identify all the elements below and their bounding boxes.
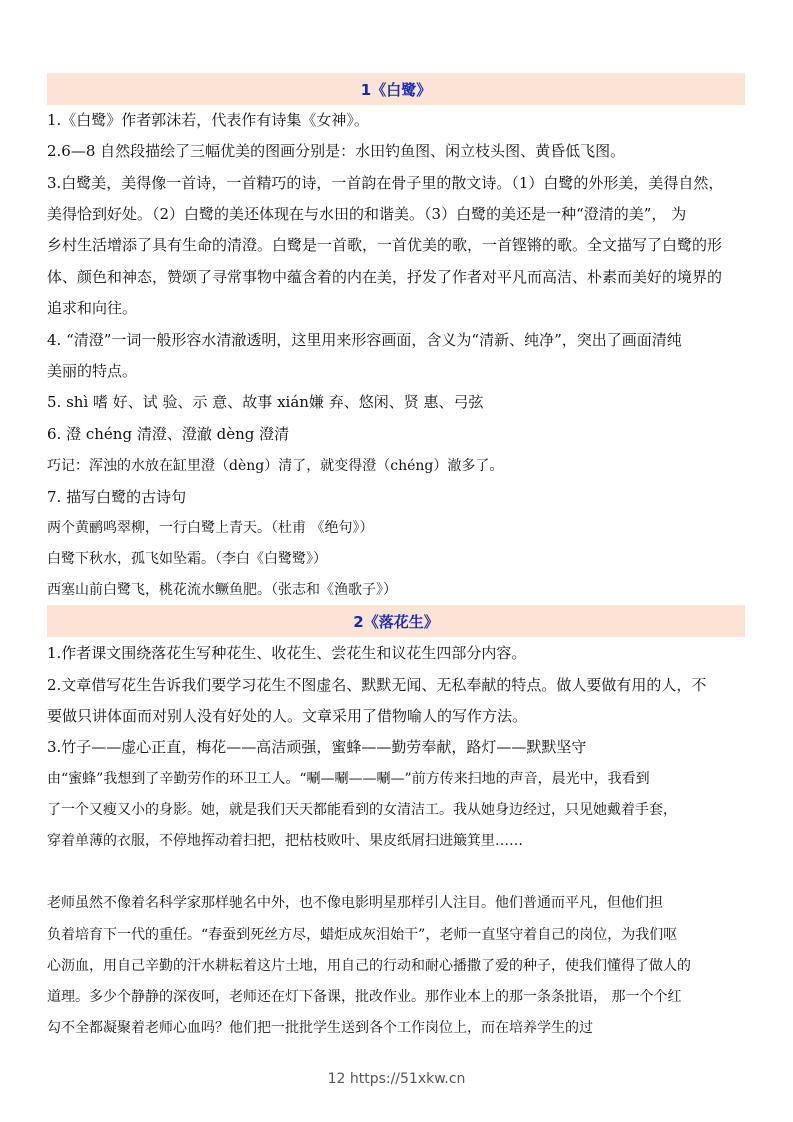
text-line: 1.作者课文围绕落花生写种花生、收花生、尝花生和议花生四部分内容。 — [47, 644, 527, 662]
text-line: 老师虽然不像着名科学家那样驰名中外，也不像电影明星那样引人注目。他们普通而平凡，但他们担 — [47, 895, 663, 911]
section-header-bailu — [47, 73, 745, 105]
section-header-luohuasheng — [47, 605, 745, 637]
text-line: 道理。多少个静静的深夜呵，老师还在灯下备课，批改作业。那作业本上的那一条条批语， 那一个个红 — [47, 989, 682, 1005]
section-title: 2《落花生》 — [353, 612, 439, 631]
text-line: 勾不全都凝聚着老师心血吗？他们把一批批学生送到各个工作岗位上，而在培养学生的过 — [47, 1020, 593, 1036]
text-line: 西塞山前白鹭飞，桃花流水鳜鱼肥。（张志和《渔歌子》） — [47, 582, 397, 598]
text-line: 3.竹子——虚心正直，梅花——高洁顽强，蜜蜂——勤劳奉献，路灯——默默坚守 — [47, 738, 587, 756]
section-title: 1《白鹭》 — [360, 80, 432, 99]
text-line: 2.文章借写花生告诉我们要学习花生不图虚名、默默无闻、无私奉献的特点。做人要做有用的人，不 — [47, 676, 707, 694]
text-line: 白鹭下秋水，孤飞如坠霜。（李白《白鹭鹭》） — [47, 551, 327, 567]
text-line: 3.白鹭美，美得像一首诗，一首精巧的诗，一首韵在骨子里的散文诗。（1）白鹭的外形美，美得自然， — [47, 174, 724, 192]
text-line: 5. shì 嗜 好、试 验、示 意、故事 xián嫌 弃、悠闲、贤 惠、弓弦 — [47, 393, 484, 411]
text-line: 美丽的特点。 — [47, 362, 138, 380]
text-line: 乡村生活增添了具有生命的清澄。白鹭是一首歌，一首优美的歌，一首铿锵的歌。全文描写了白鹭的形 — [47, 236, 723, 254]
text-line: 穿着单薄的衣服，不停地挥动着扫把，把枯枝败叶、果皮纸屑扫进簸箕里…… — [47, 833, 523, 849]
text-line: 体、颜色和神态，赞颂了寻常事物中蕴含着的内在美，抒发了作者对平凡而高洁、朴素而美好的境界的 — [47, 268, 723, 286]
text-line: 负着培育下一代的重任。“春蚕到死丝方尽，蜡炬成灰泪始干”，老师一直坚守着自己的岗位，为我们呕 — [47, 927, 678, 943]
text-line: 两个黄鹂鸣翠柳，一行白鹭上青天。（杜甫 《绝句》） — [47, 520, 374, 536]
page-footer: 12 https://51xkw.cn — [327, 1071, 466, 1087]
text-line: 2.6—8 自然段描绘了三幅优美的图画分别是：水田钓鱼图、闲立枝头图、黄昏低飞图。 — [47, 142, 626, 160]
text-line: 6. 澄 chéng 清澄、澄澈 dèng 澄清 — [47, 425, 290, 443]
text-line: 了一个又瘦又小的身影。她，就是我们天天都能看到的女清洁工。我从她身边经过，只见她戴着手套， — [47, 802, 677, 818]
text-line: 4. “清澄”一词一般形容水清澈透明，这里用来形容画面，含义为“清新、纯净”，突出了画面清纯 — [47, 331, 682, 349]
text-line: 要做只讲体面而对别人没有好处的人。文章采用了借物喻人的写作方法。 — [47, 707, 528, 725]
text-line: 美得恰到好处。（2）白鹭的美还体现在与水田的和谐美。（3）白鹭的美还是一种“澄清的美”， 为 — [47, 205, 687, 223]
text-line: 1.《白鹭》作者郭沫若，代表作有诗集《女神》。 — [47, 111, 369, 129]
text-line: 心沥血，用自己辛勤的汗水耕耘着这片土地，用自己的行动和耐心播撒了爱的种子，使我们懂得了做人的 — [47, 958, 691, 974]
text-line: 追求和向往。 — [47, 299, 138, 317]
text-line: 巧记：浑浊的水放在缸里澄（dèng）清了，就变得澄（chéng）澈多了。 — [47, 458, 504, 474]
text-line: 由“蜜蜂”我想到了辛勤劳作的环卫工人。“唰—唰——唰—”前方传来扫地的声音，晨光中，我看到 — [47, 771, 650, 787]
text-line: 7. 描写白鹭的古诗句 — [47, 488, 187, 506]
